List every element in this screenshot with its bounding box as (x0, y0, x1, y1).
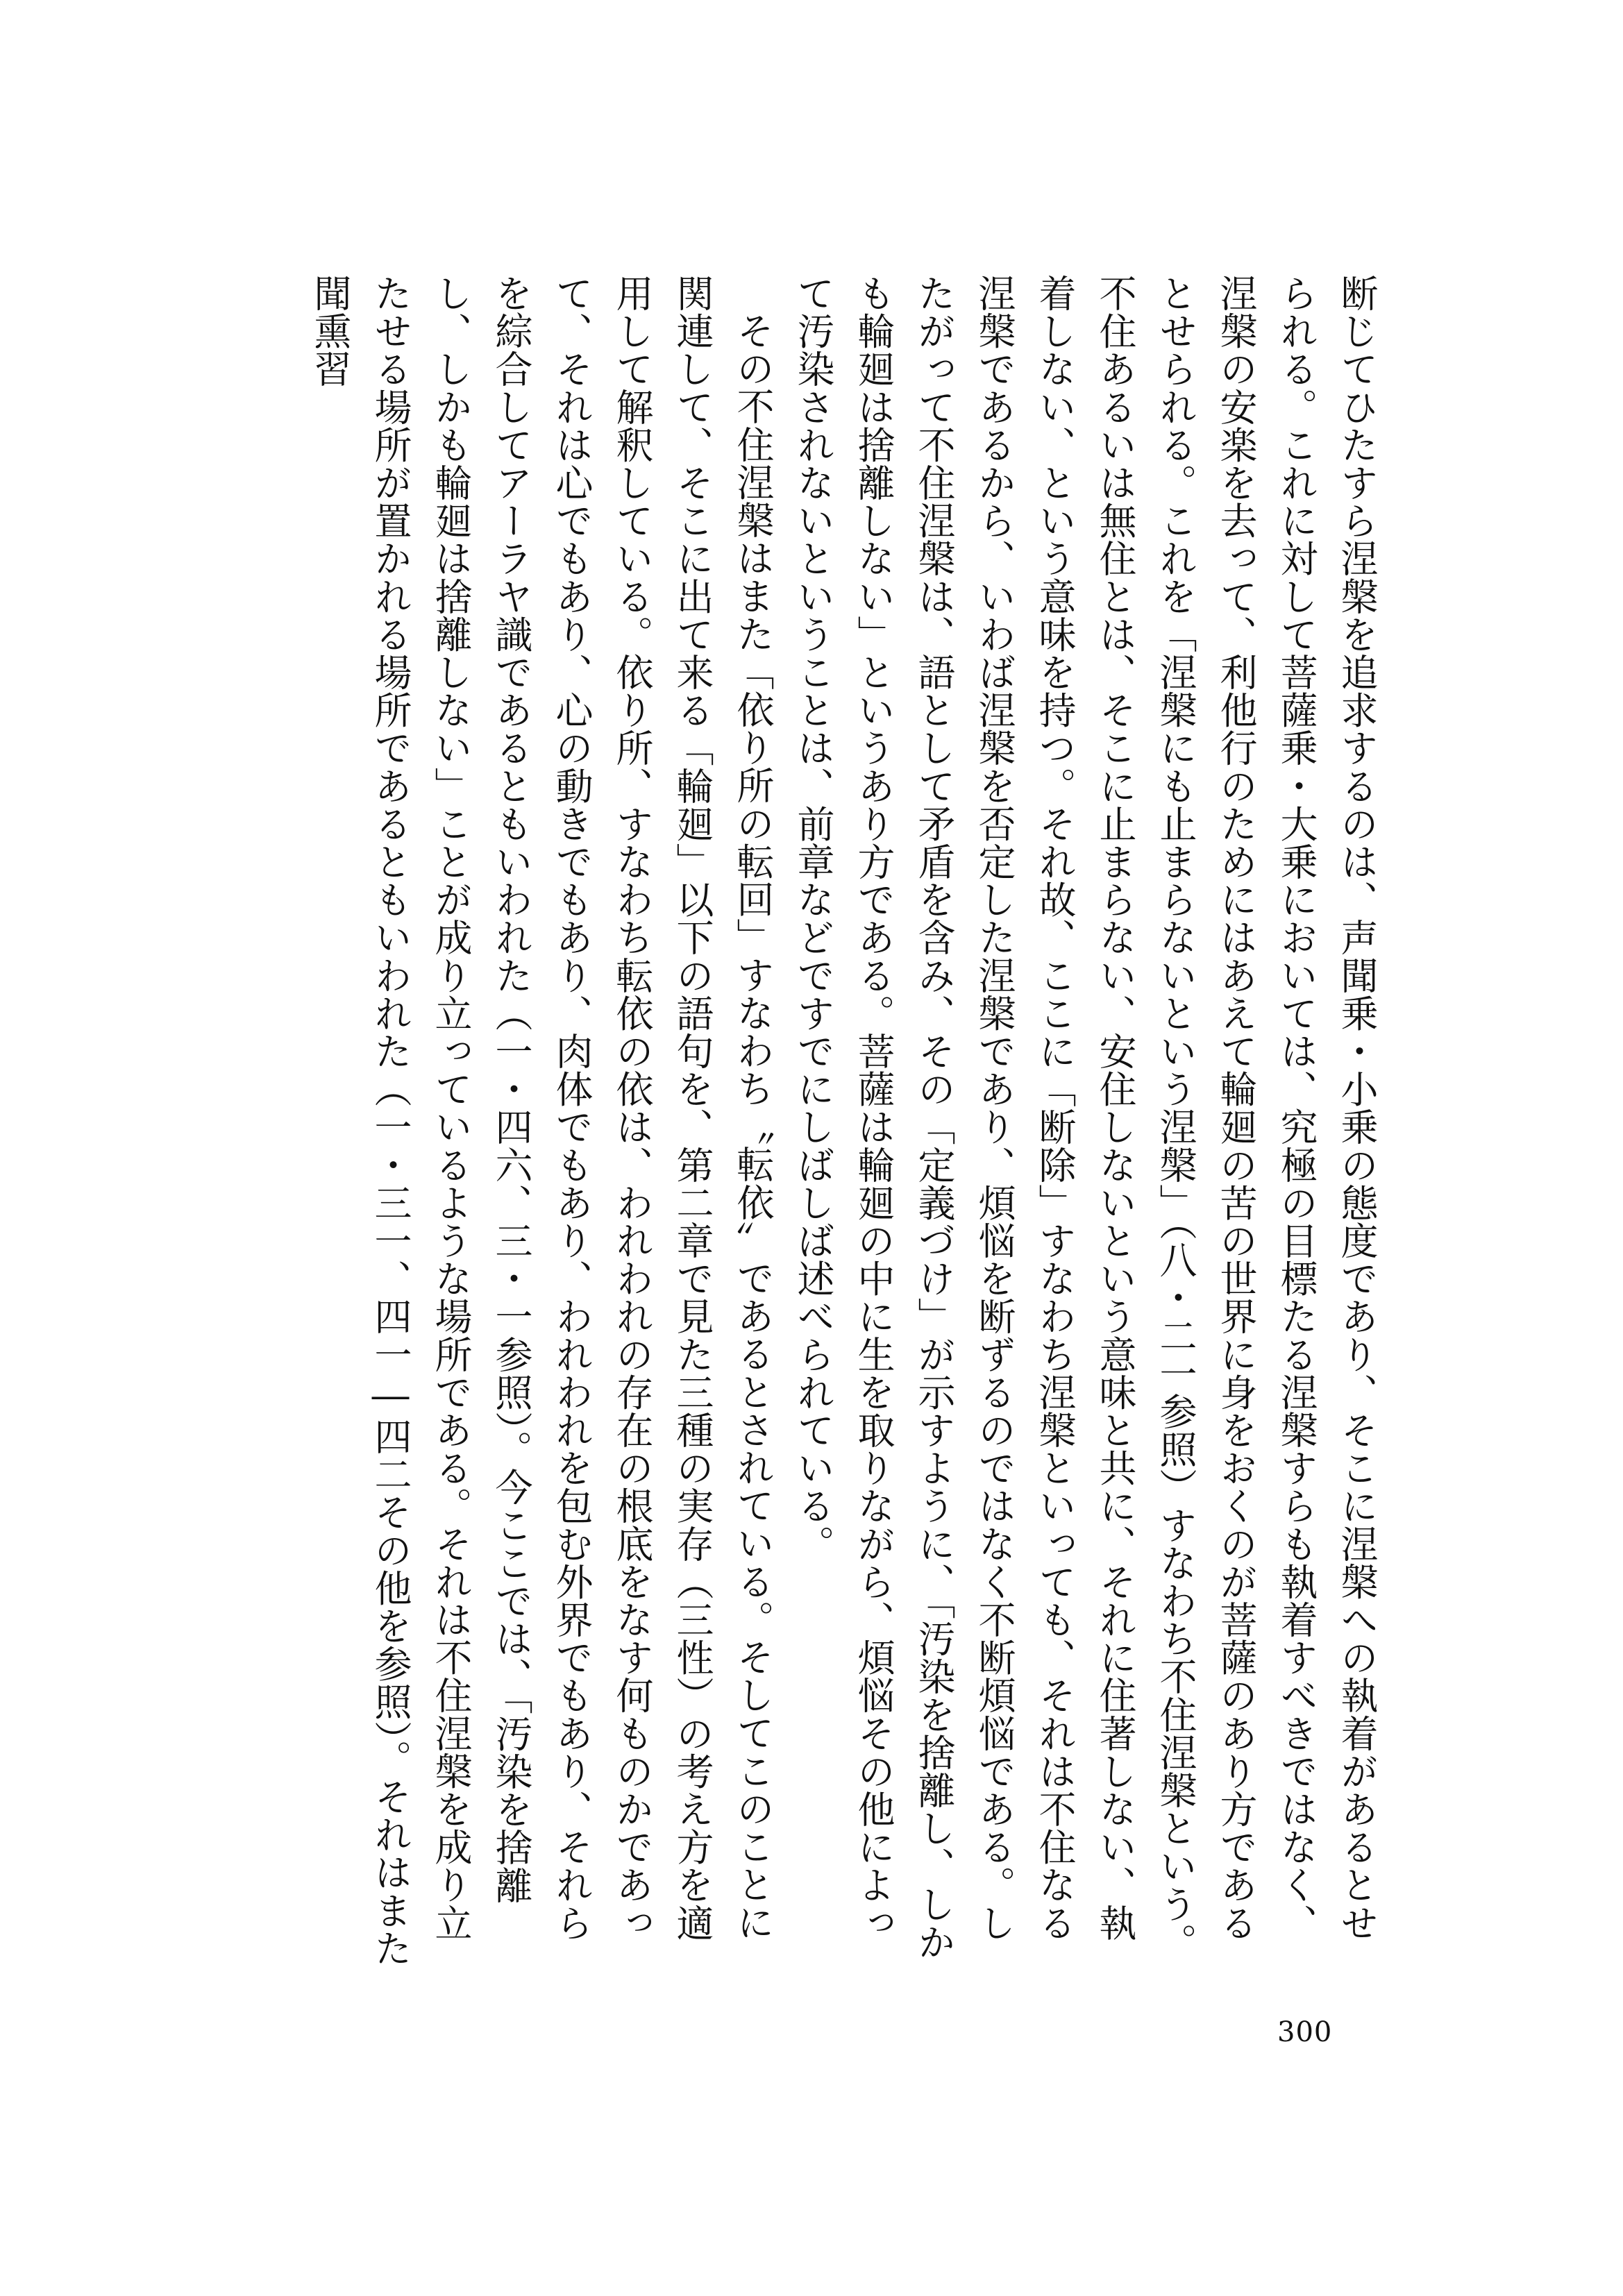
paragraph-1: 断じてひたすら涅槃を追求するのは、声聞乗・小乗の態度であり、そこに涅槃への執着があるとせられる。これに対して菩薩乗・大乗においては、究極の目標たる涅槃すらも執着すべきではなく、涅槃の安楽を去って、利他行のためにはあえて輪廻の苦の世界に身をおくのが菩薩のあり方であるとせられる。これを「涅槃にも止まらないという涅槃」（八・二一参照）すなわち不住涅槃という。不住あるいは無住とは、そこに止まらない、安住しないという意味と共に、それに住著しない、執着しない、という意味を持つ。それ故、ここに「断除」すなわち涅槃といっても、それは不住なる涅槃であるから、いわば涅槃を否定した涅槃であり、煩悩を断ずるのではなく不断煩悩である。したがって不住涅槃は、語として矛盾を含み、その「定義づけ」が示すように、「汚染を捨離し、しかも輪廻は捨離しない」というあり方である。菩薩は輪廻の中に生を取りながら、煩悩その他によって汚染されないということは、前章などですでにしばしば述べられている。 (791, 274, 1379, 1961)
vertical-text-block (214, 274, 1387, 1968)
paragraph-2: その不住涅槃はまた「依り所の転回」すなわち〝転依〟であるとされている。そしてこのことに関連して、そこに出て来る「輪廻」以下の語句を、第二章で見た三種の実存（三性）の考え方を適用して解釈している。依り所、すなわち転依の依は、われわれの存在の根底をなす何ものかであって、それは心でもあり、心の動きでもあり、肉体でもあり、われわれを包む外界でもあり、それらを綜合してアーラヤ識であるともいわれた（一・四六、三・一参照）。今ここでは、「汚染を捨離し、しかも輪廻は捨離しない」ことが成り立っているような場所である。それは不住涅槃を成り立たせる場所が置かれる場所であるともいわれた（一・三一、四一―四二その他を参照）。それはまた聞熏習 (308, 274, 775, 1967)
page-number: 300 (1277, 2016, 1333, 2048)
